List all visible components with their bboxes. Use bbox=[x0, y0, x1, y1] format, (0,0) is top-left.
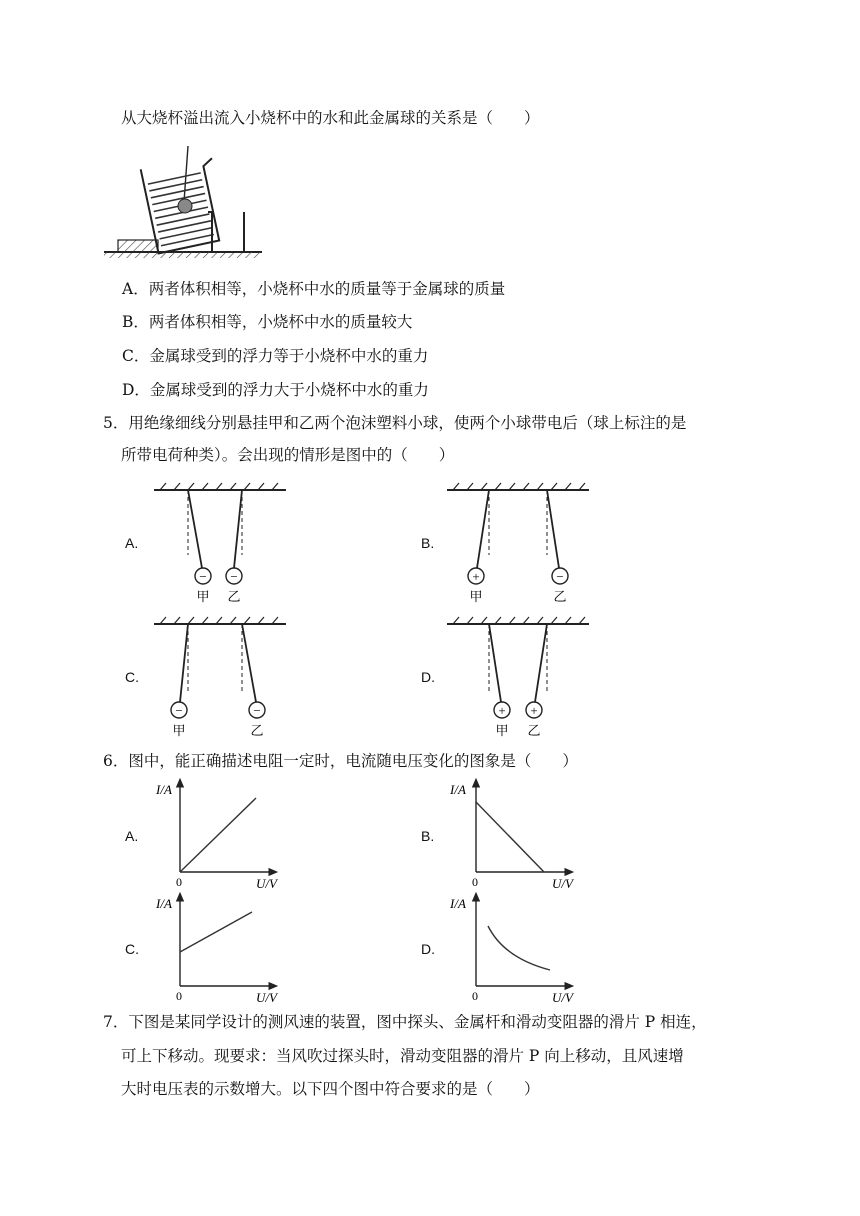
q6-option-b-label: B. bbox=[421, 828, 435, 844]
q6-a-y-label: I/A bbox=[156, 782, 172, 797]
q5-option-b-label: B. bbox=[421, 535, 435, 551]
q6-option-c-label: C. bbox=[125, 941, 139, 957]
q5-d-label-yi: 乙 bbox=[527, 723, 541, 738]
q5-b-label-jia: 甲 bbox=[469, 589, 483, 604]
q6-c-x-label: U/V bbox=[256, 990, 277, 1005]
q5-figure-c bbox=[150, 614, 290, 739]
q7-stem-line1: 7．下图是某同学设计的测风速的装置，图中探头、金属杆和滑动变阻器的滑片 P 相连， bbox=[103, 1013, 707, 1031]
q4-option-b: B．两者体积相等，小烧杯中水的质量较大 bbox=[122, 313, 413, 331]
q6-graph-c bbox=[150, 892, 280, 1005]
q5-c-charge-yi: − bbox=[253, 703, 261, 718]
q6-a-origin: 0 bbox=[176, 875, 182, 889]
q6-d-y-label: I/A bbox=[450, 896, 466, 911]
q4-option-a: A．两者体积相等，小烧杯中水的质量等于金属球的质量 bbox=[122, 280, 506, 298]
q5-figure-a bbox=[150, 480, 290, 605]
q5-stem-line2: 所带电荷种类）。会出现的情形是图中的（ ） bbox=[121, 446, 455, 464]
q4-option-c: C．金属球受到的浮力等于小烧杯中水的重力 bbox=[122, 347, 429, 365]
q6-c-origin: 0 bbox=[176, 989, 182, 1003]
q6-graph-a bbox=[150, 778, 280, 891]
q6-d-origin: 0 bbox=[472, 989, 478, 1003]
q6-graph-b bbox=[446, 778, 576, 891]
q5-a-label-yi: 乙 bbox=[227, 589, 241, 604]
q4-stem-end: 从大烧杯溢出流入小烧杯中的水和此金属球的关系是（ ） bbox=[121, 109, 540, 127]
q6-stem: 6．图中，能正确描述电阻一定时，电流随电压变化的图象是（ ） bbox=[103, 752, 578, 770]
q5-c-charge-jia: − bbox=[175, 703, 183, 718]
q5-stem-line1: 5．用绝缘细线分别悬挂甲和乙两个泡沫塑料小球，使两个小球带电后（球上标注的是 bbox=[103, 414, 687, 432]
q5-option-c-label: C. bbox=[125, 669, 139, 685]
q5-a-charge-jia: − bbox=[199, 569, 207, 584]
q5-d-label-jia: 甲 bbox=[495, 723, 509, 738]
q6-a-x-label: U/V bbox=[256, 876, 277, 891]
q6-b-x-label: U/V bbox=[552, 876, 573, 891]
beaker-overflow-figure bbox=[100, 140, 270, 260]
q5-c-label-yi: 乙 bbox=[250, 723, 264, 738]
q5-d-charge-jia: + bbox=[498, 703, 506, 718]
q6-c-y-label: I/A bbox=[156, 896, 172, 911]
q6-graph-d bbox=[446, 892, 576, 1005]
q5-option-a-label: A. bbox=[125, 535, 139, 551]
q6-d-x-label: U/V bbox=[552, 990, 573, 1005]
q5-b-label-yi: 乙 bbox=[553, 589, 567, 604]
q4-option-d: D．金属球受到的浮力大于小烧杯中水的重力 bbox=[122, 381, 429, 399]
q5-a-label-jia: 甲 bbox=[196, 589, 210, 604]
q7-stem-line2: 可上下移动。现要求：当风吹过探头时，滑动变阻器的滑片 P 向上移动，且风速增 bbox=[121, 1047, 684, 1065]
q6-option-a-label: A. bbox=[125, 828, 139, 844]
q5-b-charge-jia: + bbox=[472, 569, 480, 584]
q5-a-charge-yi: − bbox=[230, 569, 238, 584]
q5-figure-d bbox=[443, 614, 593, 739]
q7-stem-line3: 大时电压表的示数增大。以下四个图中符合要求的是（ ） bbox=[121, 1080, 540, 1098]
q5-option-d-label: D. bbox=[421, 669, 435, 685]
q6-b-origin: 0 bbox=[472, 875, 478, 889]
q6-option-d-label: D. bbox=[421, 941, 435, 957]
q5-d-charge-yi: + bbox=[530, 703, 538, 718]
q5-c-label-jia: 甲 bbox=[172, 723, 186, 738]
q5-figure-b bbox=[443, 480, 593, 605]
q5-b-charge-yi: − bbox=[556, 569, 564, 584]
q6-b-y-label: I/A bbox=[450, 782, 466, 797]
